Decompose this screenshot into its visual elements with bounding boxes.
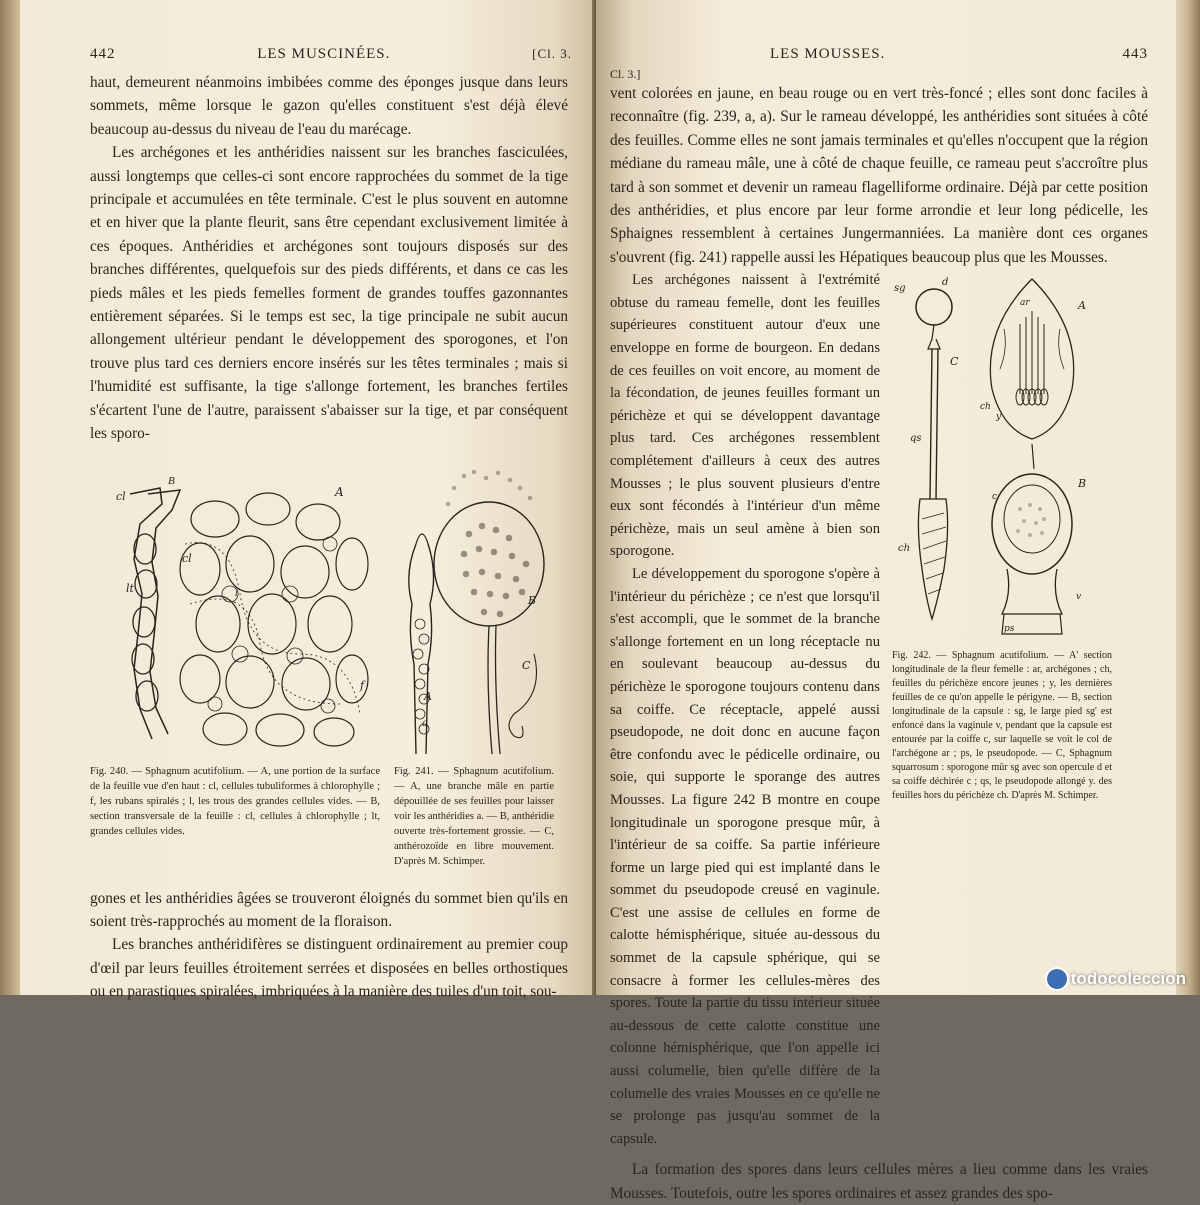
figure-241-illustration (394, 464, 554, 754)
figure-241-caption: Fig. 241. — Sphagnum acutifolium. — A, une branche mâle en partie dépouillée de ses feuilles pour laisser voir les anthéridies a. — B, anthéridie ouverte très-fortement grossie. — C, anthérozoïde en libre mouvement. D'après M. Schimper. (394, 765, 554, 867)
left-page (20, 0, 600, 1001)
right-running-head (610, 46, 1148, 63)
paragraph: gones et les anthéridies âgées se trouveront éloignés du sommet bien qu'ils en soient très-rapprochés au moment de la floraison. (90, 889, 568, 930)
fig242-label-y: y (996, 412, 1002, 423)
fig242-label-ch-2: ch (980, 402, 991, 413)
right-column-layout (610, 269, 1148, 1150)
paragraph: Les archégones naissent à l'extrémité obtuse du rameau femelle, dont les feuilles supérieures constituent autour d'eux une enveloppe en forme de bourgeon. En dedans de ces feuilles on voit encore, au moment de la fécondation, de jeunes feuilles formant un périchèze et qui se développent davantage plus tard. Ces archégones ressemblent complétement d'ailleurs à ceux des autres Mousses ; le plus souvent plusieurs d'entre eux sont fécondés à l'intérieur d'un même périchèze, mais un seul amène à bien son sporogone. (610, 272, 880, 560)
fig240-label-B: B (168, 474, 175, 487)
figure-240 (90, 464, 380, 869)
fig240-label-lt: lt (126, 581, 134, 595)
watermark-text: todocoleccion (1070, 969, 1186, 988)
fig240-label-l: l (235, 588, 238, 599)
watermark-logo (1047, 969, 1186, 989)
left-running-head (90, 46, 572, 63)
figure-240-caption: Fig. 240. — Sphagnum acutifolium. — A, une portion de la surface de la feuille vue d'en haut : cl, cellules tubuliformes à chlorophylle ; f, les rubans spiralés ; l, les trous des grandes cellules vides. — B, section transversale de la feuille : cl, cellules à chlorophylle ; lt, grandes cellules vides. (90, 765, 380, 837)
fig242-label-qs: qs (910, 433, 922, 445)
figure-240-illustration (90, 464, 380, 754)
fig242-label-sg: sg (894, 283, 906, 295)
figure-242-caption: Fig. 242. — Sphagnum acutifolium. — A' section longitudinale de la fleur femelle : ar, archégones ; ch, feuilles du périchèze encore jeunes ; y, les dernières feuilles de ce qu'on appelle le périgyne. — B, section longitudinale de la capsule : sg, le large pied sg' est enfoncé dans la vaginule v, pendant que la capsule est entourée par la coiffe c, sur laquelle se voit le col de l'archégone ar ; ps, le pseudopode. — C, Sphagnum squarrosum : sporogone mûr sg avec son opercule d et sa coiffe déchirée c ; qs, le pseudopode allongé y. des feuilles hors du périchèze ch. D'après M. Schimper. (892, 650, 1112, 802)
fig242-label-ch: ch (898, 543, 911, 555)
left-figures (90, 464, 572, 869)
paragraph: vent colorées en jaune, en beau rouge ou en vert très-foncé ; elles sont donc faciles à reconnaître (fig. 239, a, a). Sur le rameau développé, les anthéridies sont situées à côté des feuilles. Comme elles ne sont jamais terminales et qu'elles n'occupent que la région médiane du rameau mâle, une à côté de chaque feuille, ce rameau peut s'accroître plus tard à son sommet et devenir un rameau flagelliforme ordinaire. Déjà par cette position des anthéridies, et plus encore par leur forme arrondie et leur long pédicelle, les Sphaignes ressemblent à certaines Jungermanniées. La manière dont ces organes s'ouvrent (fig. 241) rappelle aussi les Hépatiques beaucoup plus que les Mousses. (610, 85, 1148, 266)
fig240-label-cl-2: cl (182, 551, 192, 565)
left-page-number: 442 (90, 46, 116, 62)
fig240-label-A: A (335, 484, 344, 499)
left-running-title: LES MUSCINÉES. (257, 46, 391, 62)
fig240-label-f: f (360, 678, 365, 692)
fig242-label-v: v (1076, 592, 1082, 603)
paragraph: Les branches anthéridifères se distinguent ordinairement au premier coup d'œil par leurs feuilles étroitement serrées et disposées en belles orthostiques ou en parastiques spiralées, imbriquées à la manière des tuiles d'un toit, sou- (90, 936, 568, 1001)
right-bottom-text (610, 1158, 1148, 1205)
figure-242-illustration (892, 269, 1112, 639)
fig242-label-ar: ar (1020, 298, 1030, 309)
right-running-title: LES MOUSSES. (770, 46, 886, 62)
fig242-label-C: C (950, 355, 959, 369)
paragraph: Le développement du sporogone s'opère à l'intérieur du périchèze ; ce n'est que lorsqu'il s'est accompli, que le sommet de la branche s'allonge fortement en un long réceptacle nu en soulevant beaucoup au-dessus du périchèze le sporogone toujours contenu dans sa coiffe. Ce réceptacle, appelé aussi pseudopode, ne doit donc en aucune façon être confondu avec le pédicelle ordinaire, ou soie, qui supporte le sporange des autres Mousses. La figure 242 B montre en coupe longitudinale un sporogone presque mûr, à l'intérieur de sa coiffe. Sa partie inférieure forme un large pied qui est implanté dans le sommet du pseudopode creusé en vaginule. C'est une assise de cellules en forme de calotte hémisphérique, située au-dessous du sommet de la capsule sphérique, qui se consacre à former les cellules-mères des spores. Toute la partie du tissu intérieur située au-dessous de cette calotte constitue une colonne hémisphérique, que l'on appelle ici aussi columelle, bien qu'elle diffère de la columelle des vraies Mousses en ce qu'elle ne se prolonge pas jusqu'au sommet de la capsule. (610, 565, 880, 1147)
fig241-label-a: a (422, 717, 428, 729)
right-page (596, 0, 1176, 1202)
figure-241 (394, 464, 554, 869)
fig242-label-d: d (942, 277, 949, 289)
fig242-label-A: A (1078, 299, 1086, 313)
left-bottom-text (90, 887, 568, 1004)
left-section-marker: [Cl. 3. (532, 46, 572, 61)
paragraph: Les archégones et les anthéridies naissent sur les branches fasciculées, aussi longtemps que celles-ci sont encore rapprochées du sommet de la tige principale et accumulées en tête terminale. C'est le plus souvent en automne et en hiver que la plante fleurit, sans être cependant exclusivement limitée à ces époques. Anthéridies et archégones sont toujours disposés sur des branches différentes, quelquefois sur des pieds différents, et dans ce cas les pieds mâles et les pieds femelles forment de grandes touffes gazonnantes entièrement séparées. Si le temps est sec, la tige principale ne subit aucun allongement ultérieur pendant le développement des sporogones, et l'on trouve plus tard ces derniers encore insérés sur les têtes terminales ; mais si l'humidité est suffisante, la tige s'allonge fortement, les branches fertiles s'écartent l'une de l'autre, paraissent s'abaisser sur la tige, et par conséquent les sporo- (90, 144, 568, 443)
fig241-label-C: C (522, 658, 531, 672)
logo-icon (1047, 969, 1067, 989)
fig242-label-ps: ps (1004, 624, 1015, 635)
right-page-number: 443 (1122, 46, 1148, 62)
paragraph: La formation des spores dans leurs cellules mères a lieu comme dans les vraies Mousses. Toutefois, outre les spores ordinaires et assez grandes des spo- (610, 1161, 1148, 1202)
fig242-label-B: B (1078, 477, 1087, 491)
right-column-text (610, 269, 880, 1150)
right-top-text (610, 82, 1148, 269)
book-edge-right (1172, 0, 1200, 995)
left-top-text (90, 71, 568, 446)
right-section-marker: Cl. 3.] (610, 67, 641, 81)
fig241-label-B: B (528, 593, 537, 607)
fig241-label-A: A (424, 689, 432, 703)
paragraph: haut, demeurent néanmoins imbibées comme des éponges jusque dans leurs sommets, même lorsque le gazon qu'elles constituent s'est déjà élevé beaucoup au-dessus du niveau de l'eau du marécage. (90, 74, 568, 138)
fig240-label-cl: cl (116, 489, 126, 503)
figure-242 (892, 269, 1112, 1150)
fig242-label-c: c (992, 492, 998, 503)
